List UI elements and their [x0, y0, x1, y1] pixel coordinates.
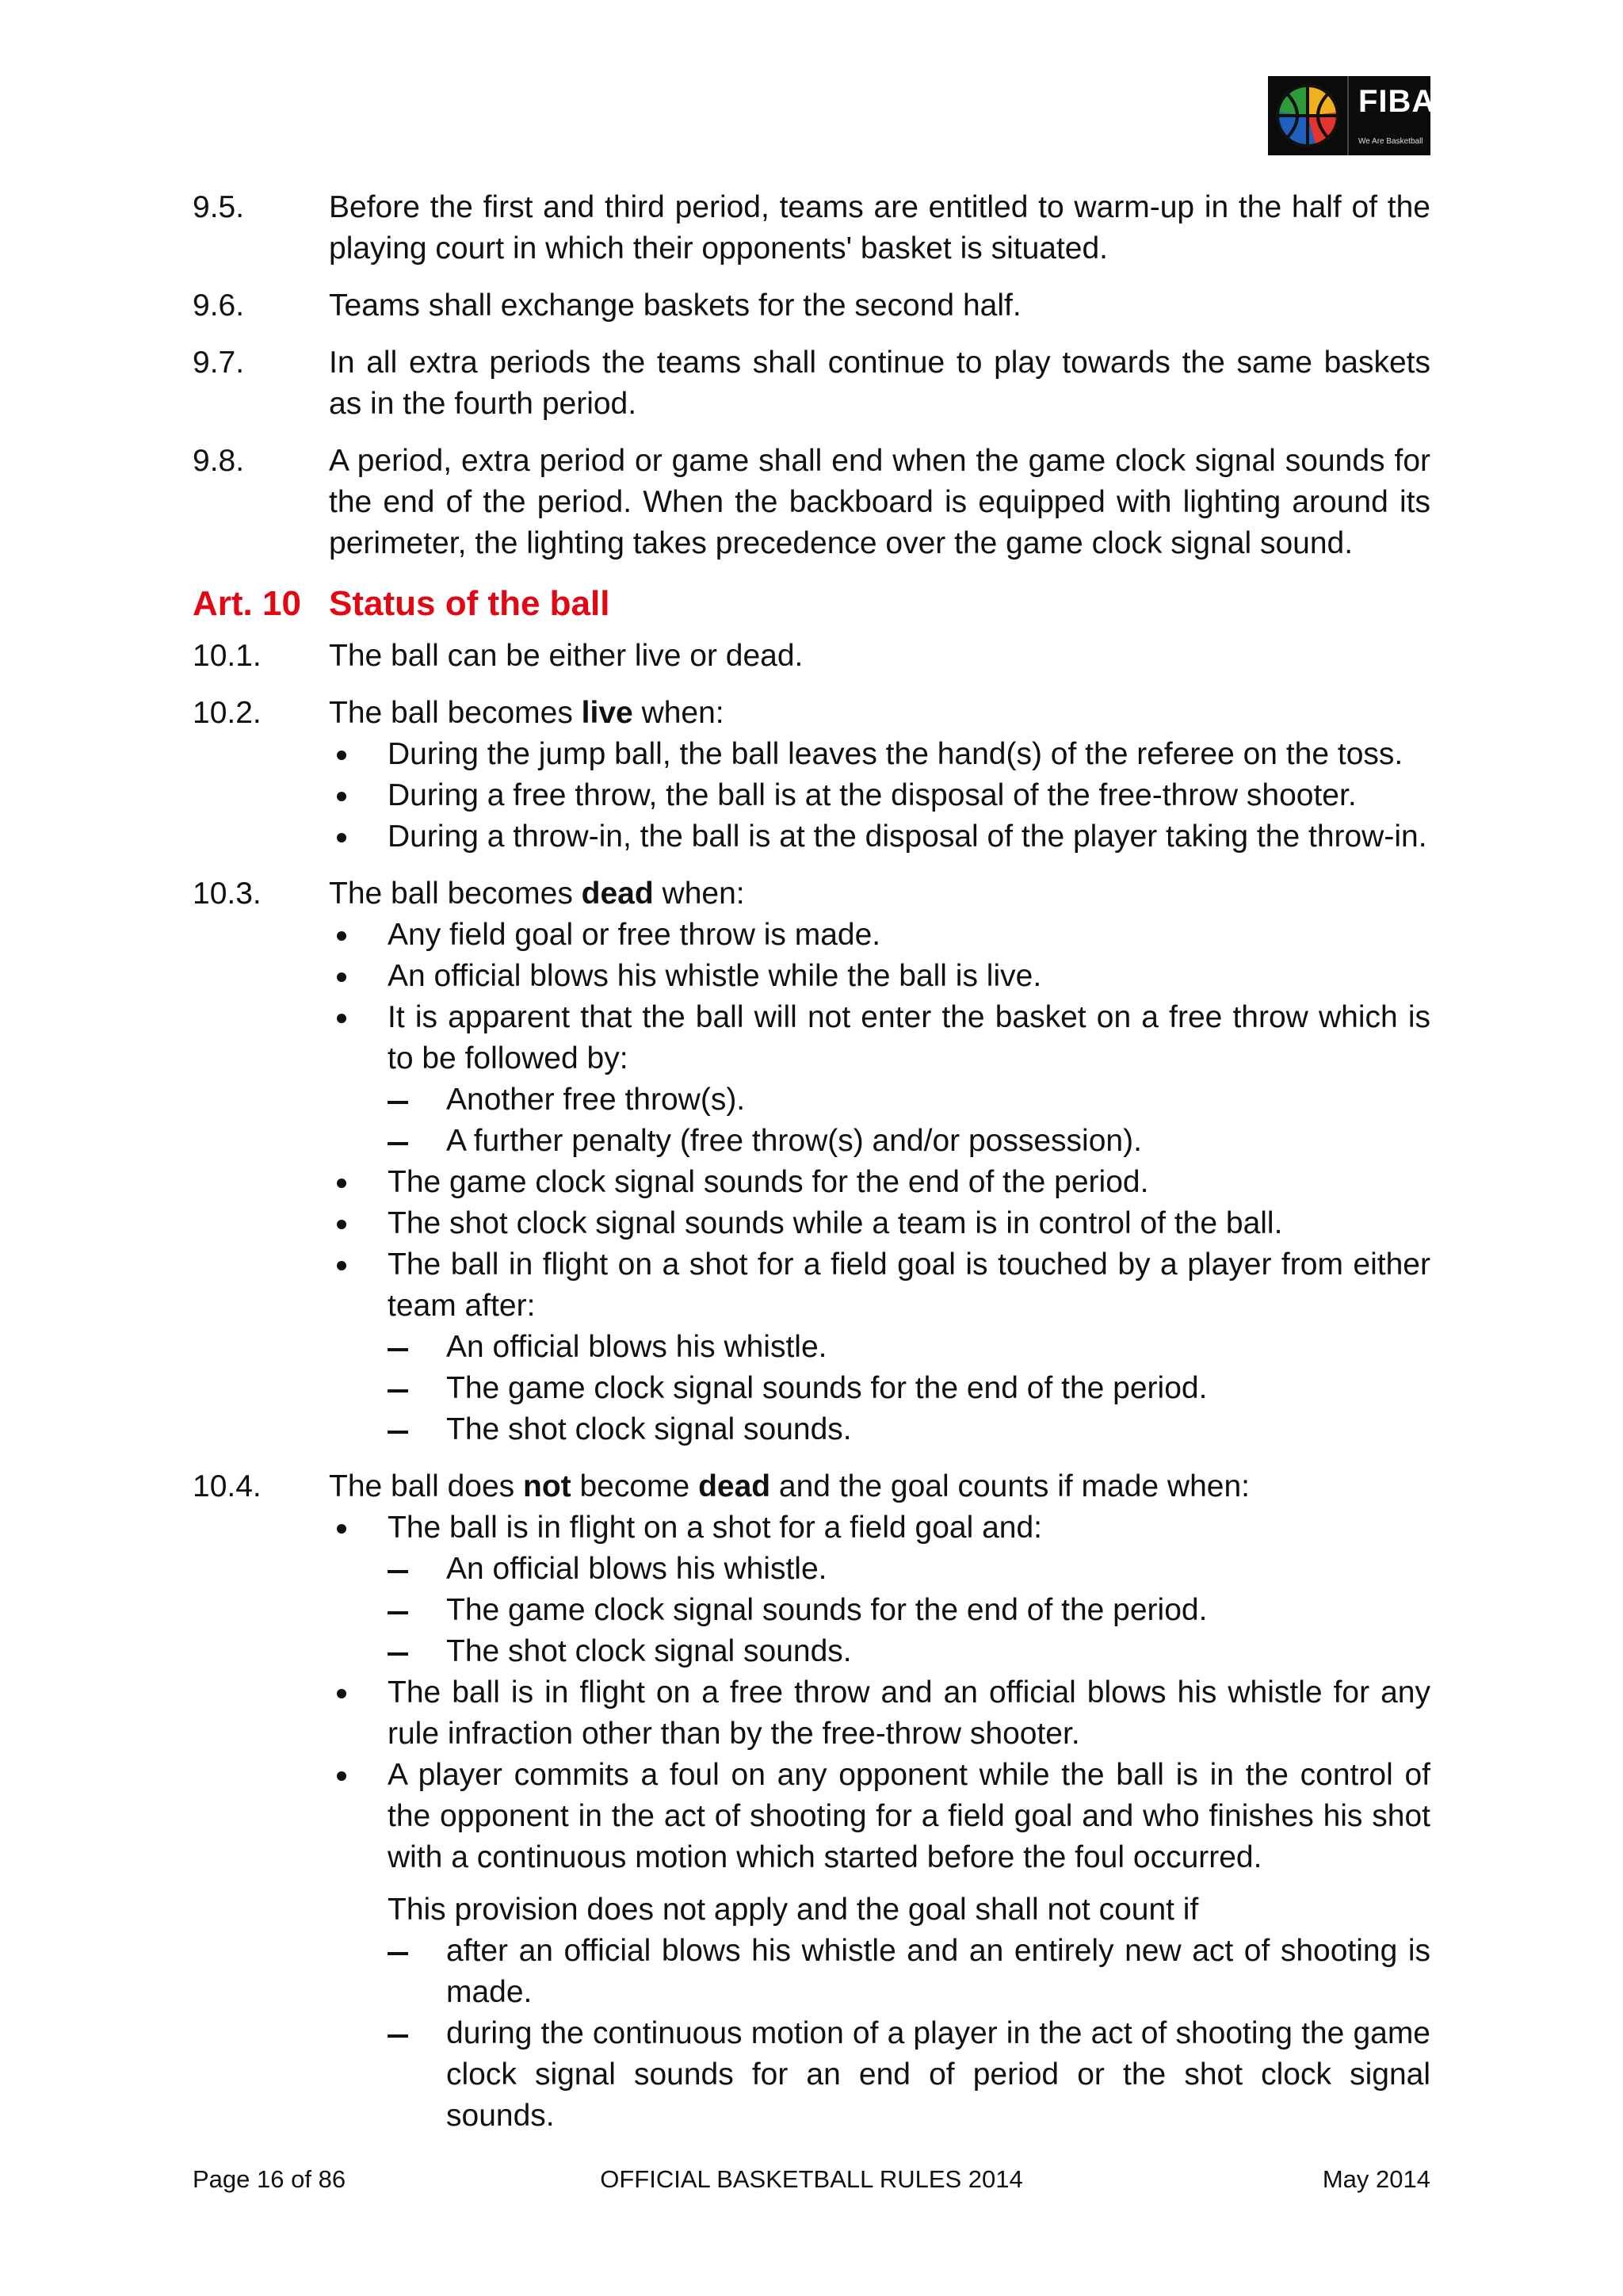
- rule-10-4: [193, 1466, 1430, 2137]
- rule-text: A period, extra period or game shall end when the game clock signal sounds for the end of the period. When the backboard is equipped with lighting around its perimeter, the lighting takes precedence over the game clock signal sound.: [329, 444, 1430, 560]
- dash-item: after an official blows his whistle and an entirely new act of shooting is made.: [388, 1931, 1430, 2013]
- list-item: During a free throw, the ball is at the disposal of the free-throw shooter.: [329, 775, 1430, 816]
- list-item: [329, 1755, 1430, 2137]
- list-item: [329, 915, 1430, 956]
- dash-item: The game clock signal sounds for the end of the period.: [388, 1368, 1430, 1409]
- dash-item: during the continuous motion of a player in the act of shooting the game clock signal sounds for an end of period or the shot clock signal sounds.: [388, 2013, 1430, 2137]
- brand-block: [1347, 76, 1436, 155]
- dash-item: Another free throw(s).: [388, 1079, 1430, 1121]
- list-item-text: The game clock signal sounds for the end of the period.: [388, 1165, 1149, 1199]
- dash-list: [388, 1931, 1430, 2137]
- dash-list: [388, 1549, 1430, 1672]
- provision-note: This provision does not apply and the goal shall not count if: [388, 1893, 1199, 1927]
- list-item-text: An official blows his whistle while the ball is live.: [388, 959, 1042, 993]
- rule-lead: [329, 873, 1430, 915]
- lead-bold: live: [581, 696, 633, 730]
- lead-text: The ball becomes: [329, 877, 582, 911]
- list-item: [329, 1507, 1430, 1672]
- brand-name: FIBA: [1358, 84, 1436, 119]
- page-footer: [193, 2162, 1430, 2197]
- list-item-text: Any field goal or free throw is made.: [388, 918, 881, 952]
- rule-number: 10.1.: [193, 639, 262, 673]
- list-item: [329, 956, 1430, 997]
- list-item-text: It is apparent that the ball will not enter the basket on a free throw which is to be followed by:: [388, 1000, 1430, 1075]
- brand-tagline: We Are Basketball: [1358, 137, 1423, 146]
- document-title: OFFICIAL BASKETBALL RULES 2014: [600, 2165, 1023, 2193]
- page-number: Page 16 of 86: [193, 2165, 346, 2193]
- lead-text: The ball does: [329, 1469, 523, 1503]
- list-item: [329, 1203, 1430, 1244]
- lead-text: and the goal counts if made when:: [770, 1469, 1250, 1503]
- fiba-logo: [1268, 76, 1436, 155]
- list-item-text: The ball is in flight on a free throw and an official blows his whistle for any rule infraction other than by the free-throw shooter.: [388, 1675, 1430, 1751]
- rule-9-7: [193, 342, 1430, 425]
- rule-10-1: [193, 636, 1430, 677]
- list-item-text: The ball in flight on a shot for a field goal is touched by a player from either team after:: [388, 1247, 1430, 1323]
- list-item: During the jump ball, the ball leaves the hand(s) of the referee on the toss.: [329, 734, 1430, 775]
- rule-10-2: [193, 693, 1430, 858]
- list-item-text: A player commits a foul on any opponent while the ball is in the control of the opponent in the act of shooting for a field goal and who finishes his shot with a continuous motion which started before the foul occurred.: [388, 1758, 1430, 1874]
- rule-number: 9.6.: [193, 288, 245, 323]
- rule-text: The ball can be either live or dead.: [329, 639, 804, 673]
- rule-number: 9.5.: [193, 190, 245, 224]
- dash-item: The shot clock signal sounds.: [388, 1409, 1430, 1450]
- list-item-text: The ball is in flight on a shot for a field goal and:: [388, 1511, 1043, 1545]
- rule-9-5: [193, 187, 1430, 269]
- list-item: During a throw-in, the ball is at the disposal of the player taking the throw-in.: [329, 816, 1430, 858]
- bullet-list: [329, 915, 1430, 1450]
- lead-text: when:: [653, 877, 745, 911]
- lead-bold: dead: [581, 877, 654, 911]
- article-heading: [193, 580, 1430, 628]
- rule-lead: [329, 693, 1430, 734]
- rule-10-3: [193, 873, 1430, 1450]
- rule-text: In all extra periods the teams shall continue to play towards the same baskets as in the fourth period.: [329, 346, 1430, 421]
- rule-text: Before the first and third period, teams are entitled to warm-up in the half of the playing court in which their opponents' basket is situated.: [329, 190, 1430, 266]
- dash-item: The shot clock signal sounds.: [388, 1631, 1430, 1672]
- bullet-list: [329, 1507, 1430, 2137]
- lead-bold: dead: [698, 1469, 771, 1503]
- rule-body: [329, 1466, 1430, 2137]
- lead-text: when:: [632, 696, 724, 730]
- dash-list: [388, 1079, 1430, 1162]
- dash-item: An official blows his whistle.: [388, 1549, 1430, 1590]
- basketball-logo-icon: [1268, 76, 1347, 155]
- list-item-text: The shot clock signal sounds while a team is in control of the ball.: [388, 1206, 1283, 1240]
- dash-item: An official blows his whistle.: [388, 1327, 1430, 1368]
- rule-lead: [329, 1466, 1430, 1507]
- rule-body: [329, 693, 1430, 858]
- list-item: [329, 997, 1430, 1162]
- rules-content: [193, 187, 1430, 2153]
- bullet-list: [329, 734, 1430, 858]
- rule-body: [329, 873, 1430, 1450]
- rule-number: 9.7.: [193, 346, 245, 380]
- dash-list: [388, 1327, 1430, 1450]
- lead-text: The ball becomes: [329, 696, 582, 730]
- rule-text: Teams shall exchange baskets for the second half.: [329, 288, 1022, 323]
- document-date: May 2014: [1322, 2165, 1430, 2193]
- rule-number: 10.3.: [193, 877, 262, 911]
- lead-text: become: [571, 1469, 699, 1503]
- article-title: Status of the ball: [329, 584, 610, 623]
- dash-item: A further penalty (free throw(s) and/or possession).: [388, 1121, 1430, 1162]
- list-item: [329, 1162, 1430, 1203]
- rule-number: 10.4.: [193, 1469, 262, 1503]
- rule-number: 9.8.: [193, 444, 245, 478]
- dash-item: The game clock signal sounds for the end of the period.: [388, 1590, 1430, 1631]
- article-number: Art. 10: [193, 584, 301, 623]
- lead-bold: not: [523, 1469, 571, 1503]
- rule-9-6: [193, 285, 1430, 327]
- list-item: [329, 1244, 1430, 1450]
- rule-number: 10.2.: [193, 696, 262, 730]
- list-item: [329, 1672, 1430, 1755]
- rule-9-8: [193, 441, 1430, 564]
